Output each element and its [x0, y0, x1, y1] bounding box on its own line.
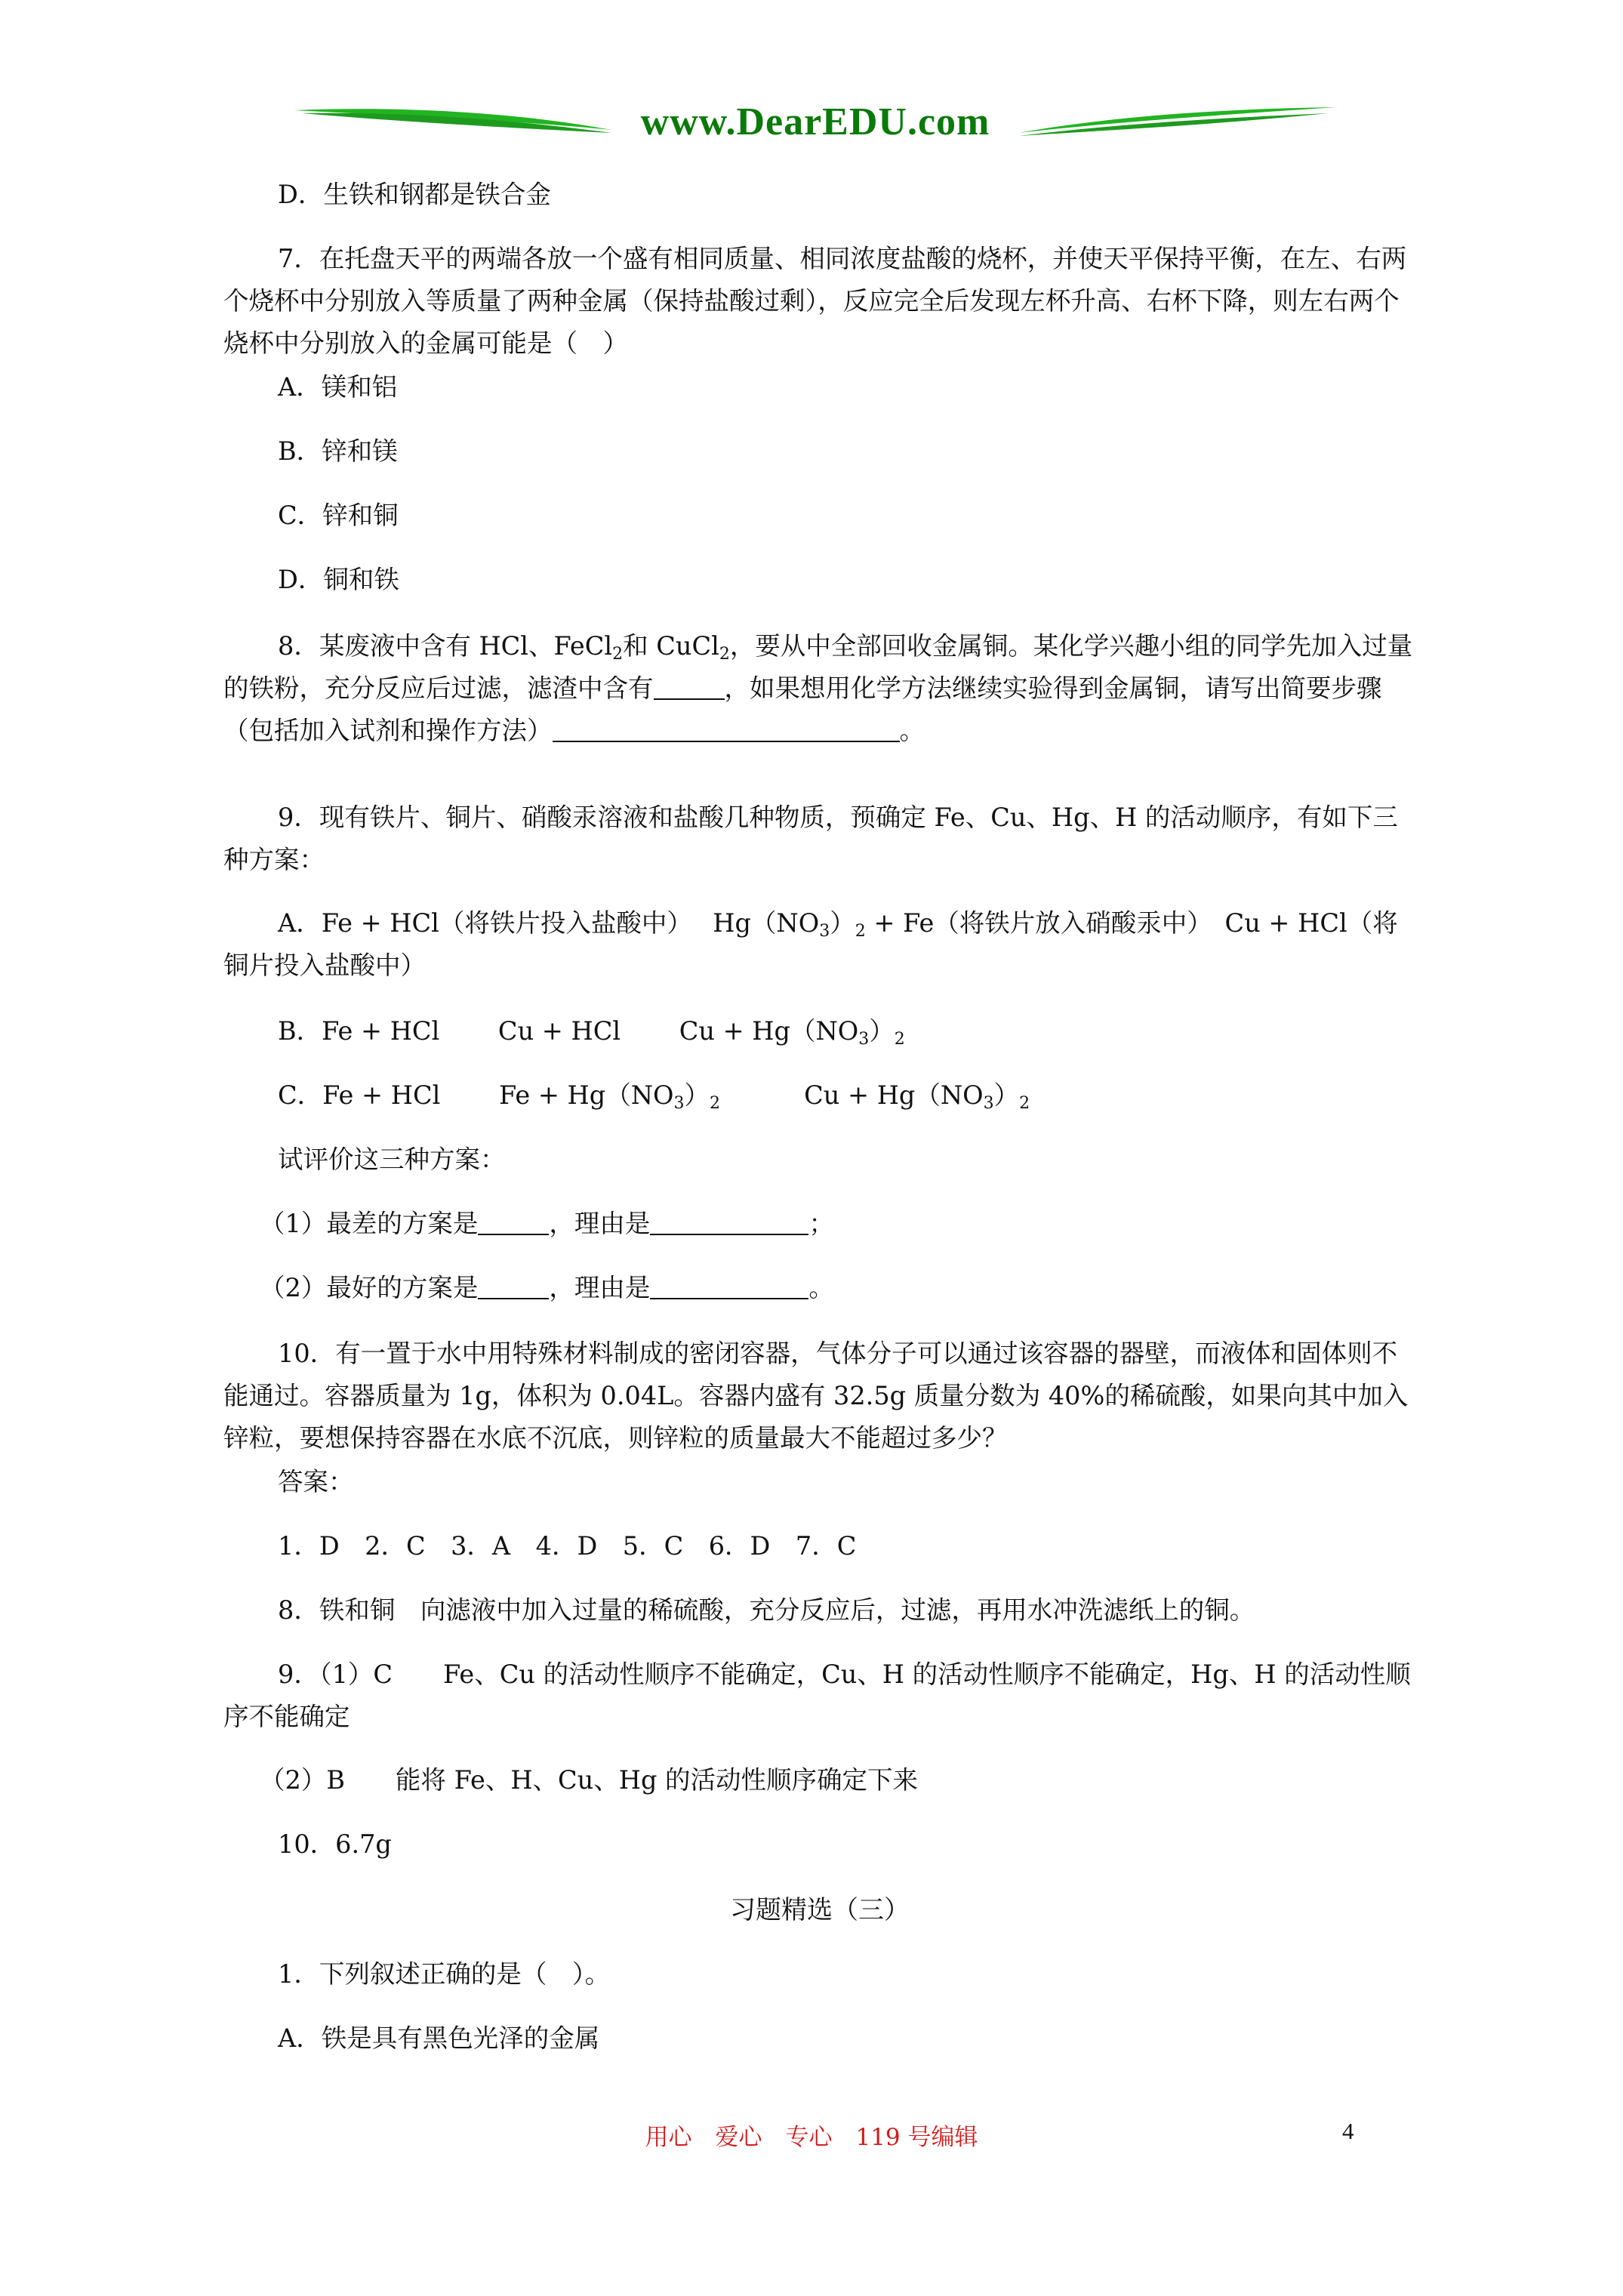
q9-worst-row	[223, 1203, 1416, 1245]
q9-best-label: （2）最好的方案是	[260, 1273, 479, 1302]
q9-best	[223, 1267, 1416, 1309]
q10-stem: 10．有一置于水中用特殊材料制成的密闭容器，气体分子可以通过该容器的器壁，而液体和固体则不能通过。容器质量为 1g，体积为 0.04L。容器内盛有 32.5g 质量分数为 40%的稀硫酸，如果向其中加入锌粒，要想保持容器在水底不沉底，则锌粒的质量最大不能超过多少？	[223, 1339, 1409, 1453]
q9-plan-a-text-2: ）	[830, 908, 855, 938]
q7-stem: 7．在托盘天平的两端各放一个盛有相同质量、相同浓度盐酸的烧杯，并使天平保持平衡，在左、右两个烧杯中分别放入等质量了两种金属（保持盐酸过剩），反应完全后发现左杯升高、右杯下降，则左右两个烧杯中分别放入的金属可能是（ ）	[223, 244, 1407, 358]
q8-text-5: 。	[899, 716, 925, 745]
answers-label-row	[223, 1461, 1416, 1503]
q9-plan-a-sub-2: 2	[855, 922, 866, 941]
q9-plan-c-text-3: Cu + Hg（NO	[719, 1080, 984, 1110]
q9-best-end: 。	[808, 1273, 834, 1302]
q7-option-b-row	[223, 430, 1416, 473]
q7-option-d: D．铜和铁	[278, 565, 399, 594]
q9-plan-c-text-2: ）	[684, 1080, 710, 1110]
answer-8-row	[223, 1589, 1416, 1632]
q9-eval-row	[223, 1139, 1416, 1181]
q9-eval: 试评价这三种方案：	[278, 1145, 506, 1174]
q9-worst-label: （1）最差的方案是	[260, 1209, 479, 1238]
q9-plan-c-text-1: C．Fe + HCl Fe + Hg（NO	[278, 1080, 674, 1110]
q8-stem	[223, 625, 1416, 752]
q7-option-a-row	[223, 366, 1416, 408]
section-title: 习题精选（三）	[730, 1895, 910, 1925]
answer-9-1: 9．（1）C Fe、Cu 的活动性顺序不能确定，Cu、H 的活动性顺序不能确定，Hg、H 的活动性顺序不能确定	[223, 1660, 1411, 1731]
q9-worst-blank[interactable]	[478, 1211, 549, 1235]
q9-plan-b-sub-3: 3	[858, 1030, 870, 1049]
q7-option-d-row	[223, 559, 1416, 601]
q9-plan-a-text-1: A．Fe + HCl（将铁片投入盐酸中） Hg（NO	[278, 908, 820, 938]
page-number: 4	[1342, 2118, 1354, 2144]
q8-sub-2: 2	[719, 645, 730, 664]
q8-text-3: ，要从中全部回收金属铜。某化学兴趣小组的同学先加入过量的铁粉，充分反应后过滤，滤渣中含有	[223, 631, 1413, 703]
section-q1: 1．下列叙述正确的是（ ）。	[278, 1959, 611, 1989]
q6-option-d: D．生铁和钢都是铁合金	[278, 180, 551, 209]
q8-row	[223, 625, 1416, 752]
q9-worst-reason-label: ，理由是	[549, 1209, 651, 1238]
answer-10: 10．6.7g	[278, 1829, 392, 1859]
q9-plan-c-row	[223, 1074, 1416, 1117]
q7-option-c-row	[223, 495, 1416, 537]
q9-worst	[223, 1203, 1416, 1245]
q9-plan-a-sub-3: 3	[819, 922, 830, 941]
q6-option-d-row	[223, 174, 1416, 216]
q8-text-2: 和 CuCl	[623, 631, 719, 661]
q9-best-reason-label: ，理由是	[549, 1273, 651, 1302]
answers-1-7: 1．D 2．C 3．A 4．D 5．C 6．D 7．C	[278, 1531, 857, 1561]
q8-text-1: 8．某废液中含有 HCl、FeCl	[278, 631, 613, 661]
site-logo[interactable]: www.DearEDU.com	[640, 100, 990, 143]
q8-sub-1: 2	[612, 645, 624, 664]
q9-stem: 9．现有铁片、铜片、硝酸汞溶液和盐酸几种物质，预确定 Fe、Cu、Hg、H 的活动顺序，有如下三种方案：	[223, 803, 1398, 874]
section-q1-option-a: A．铁是具有黑色光泽的金属	[278, 2023, 600, 2053]
q9-plan-a	[223, 902, 1416, 987]
q9-plan-b-row	[223, 1010, 1416, 1052]
answers-label: 答案：	[278, 1467, 354, 1496]
q9-plan-c-sub-3b: 3	[983, 1094, 994, 1113]
answer-9-1-row	[223, 1653, 1416, 1738]
q9-worst-reason-blank[interactable]	[650, 1211, 808, 1235]
q9-plan-c-sub-3: 3	[673, 1094, 685, 1113]
answer-10-row	[223, 1823, 1416, 1866]
q9-worst-end: ；	[808, 1209, 834, 1238]
section-q1-row	[223, 1953, 1416, 1996]
q9-plan-b-text-2: ）	[869, 1016, 895, 1046]
answers-1-7-row	[223, 1525, 1416, 1567]
q8-text-4: ，如果想用化学方法继续实验得到金属铜，请写出简要步骤（包括加入试剂和操作方法）	[223, 673, 1382, 745]
q9-best-blank[interactable]	[478, 1275, 549, 1299]
footer-text: 用心 爱心 专心 119 号编辑	[645, 2124, 978, 2151]
q9-plan-c-sub-2: 2	[709, 1094, 720, 1113]
q7-option-b: B．锌和镁	[278, 436, 398, 466]
q9-best-reason-blank[interactable]	[650, 1275, 808, 1299]
q9-plan-b-sub-2: 2	[894, 1030, 905, 1049]
q10-row	[223, 1333, 1416, 1459]
q9-plan-a-text-3: + Fe（将铁片放入硝酸汞中） Cu + HCl（将铜片投入盐酸中）	[223, 908, 1398, 980]
q8-blank-1[interactable]	[654, 676, 725, 700]
section-q1-option-a-row	[223, 2017, 1416, 2060]
q9-best-row	[223, 1267, 1416, 1309]
answer-9-2: （2）B 能将 Fe、H、Cu、Hg 的活动性顺序确定下来	[260, 1765, 919, 1795]
section-title-row	[223, 1889, 1416, 1931]
q9-plan-b	[223, 1010, 1416, 1052]
q9-plan-c	[223, 1074, 1416, 1117]
q7-option-a: A．镁和铝	[278, 372, 398, 402]
answer-8: 8．铁和铜 向滤液中加入过量的稀硫酸，充分反应后，过滤，再用水冲洗滤纸上的铜。	[278, 1595, 1255, 1625]
q9-plan-c-text-4: ）	[993, 1080, 1020, 1110]
q7-option-c: C．锌和铜	[278, 501, 399, 530]
q8-blank-2[interactable]	[553, 718, 900, 742]
q9-plan-c-sub-2b: 2	[1019, 1094, 1030, 1113]
q9-plan-a-row	[223, 902, 1416, 987]
q9-plan-b-text-1: B．Fe + HCl Cu + HCl Cu + Hg（NO	[278, 1016, 859, 1046]
header-banner	[294, 91, 1336, 159]
answer-9-2-row	[223, 1759, 1416, 1801]
q7-stem-row	[223, 238, 1416, 365]
q9-stem-row	[223, 797, 1416, 881]
